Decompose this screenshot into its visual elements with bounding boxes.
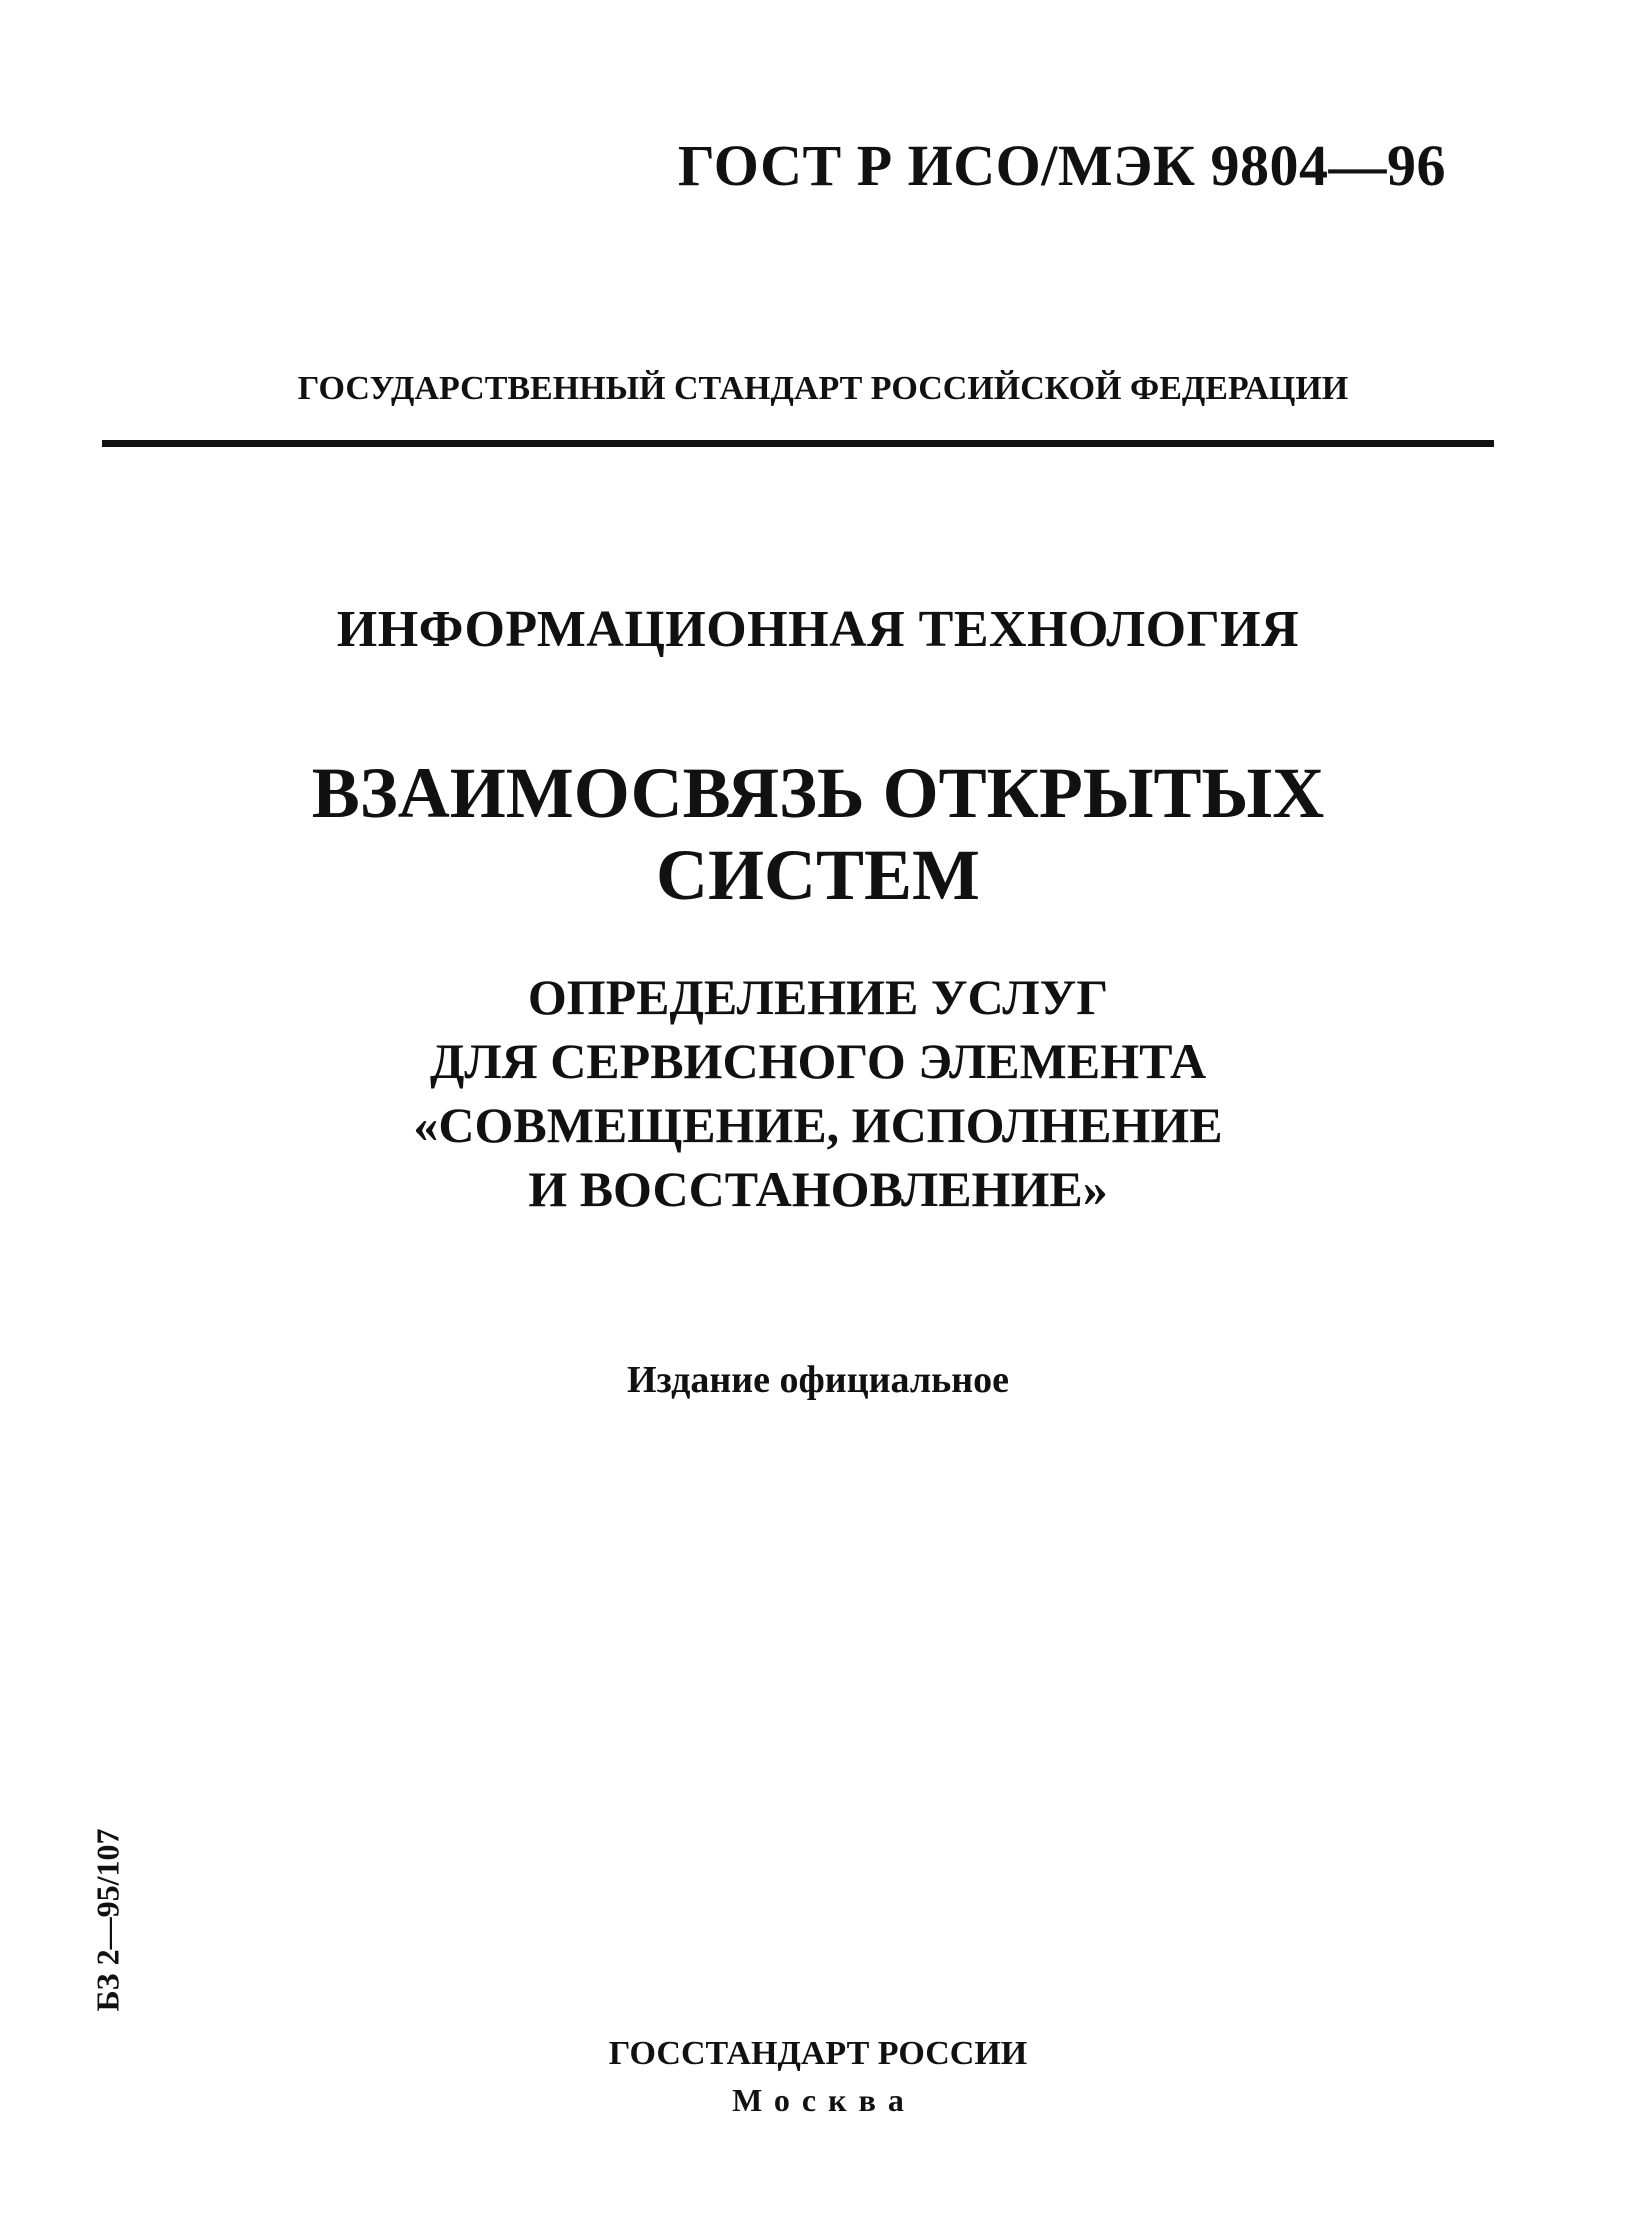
document-designation: ГОСТ Р ИСО/МЭК 9804—96	[677, 133, 1446, 198]
subtitle-line: «СОВМЕЩЕНИЕ, ИСПОЛНЕНИЕ	[413, 1097, 1223, 1153]
subtitle-line: И ВОССТАНОВЛЕНИЕ»	[528, 1161, 1108, 1217]
main-title	[0, 752, 1636, 916]
subtitle-line: ОПРЕДЕЛЕНИЕ УСЛУГ	[527, 969, 1109, 1025]
publisher-city: Москва	[732, 2082, 916, 2118]
subtitle-line: ДЛЯ СЕРВИСНОГО ЭЛЕМЕНТА	[429, 1033, 1207, 1089]
header-divider	[102, 440, 1494, 447]
edition-label: Издание официальное	[626, 1359, 1009, 1401]
side-registration-code: БЗ 2—95/107	[89, 1828, 126, 2012]
state-standard-heading: ГОСУДАРСТВЕННЫЙ СТАНДАРТ РОССИЙСКОЙ ФЕДЕРАЦИИ	[297, 370, 1349, 407]
publisher-name: ГОССТАНДАРТ РОССИИ	[608, 2035, 1028, 2072]
main-title-line: ВЗАИМОСВЯЗЬ ОТКРЫТЫХ	[311, 753, 1325, 833]
main-title-line: СИСТЕМ	[656, 835, 980, 915]
subtitle	[0, 965, 1636, 1221]
subject-heading: ИНФОРМАЦИОННАЯ ТЕХНОЛОГИЯ	[336, 601, 1300, 658]
